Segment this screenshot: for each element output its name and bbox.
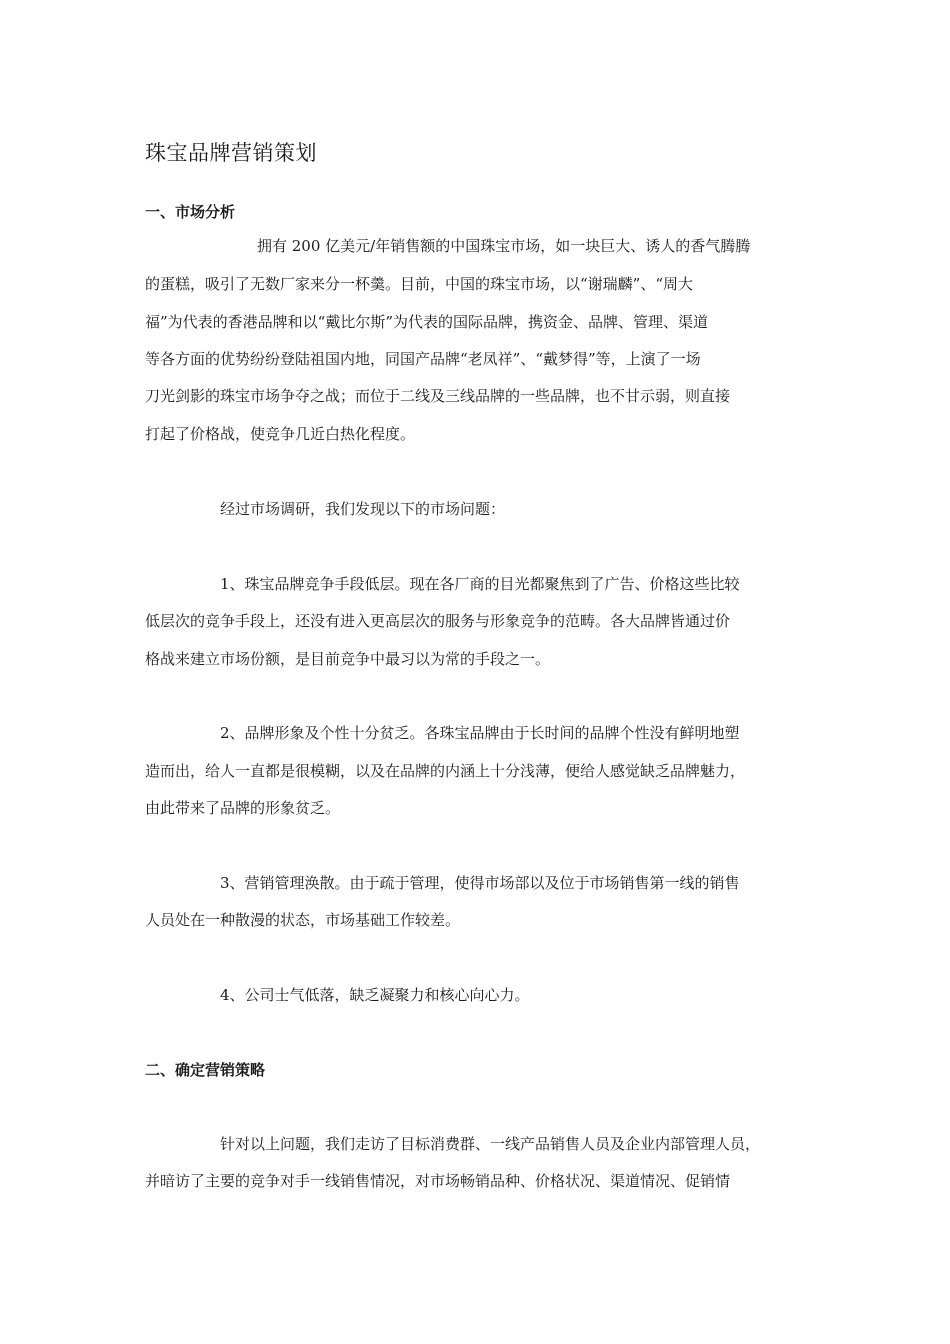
paragraph-line: 经过市场调研，我们发现以下的市场问题： xyxy=(220,500,506,518)
section-heading-market-analysis: 一、市场分析 xyxy=(145,203,236,221)
list-item-line: 人员处在一种散漫的状态，市场基础工作较差。 xyxy=(145,911,461,929)
list-item-line: 低层次的竞争手段上，还没有进入更高层次的服务与形象竞争的范畴。各大品牌皆通过价 xyxy=(145,612,731,630)
paragraph-line: 针对以上问题，我们走访了目标消费群、一线产品销售人员及企业内部管理人员， xyxy=(220,1135,761,1153)
paragraph-line: 并暗访了主要的竞争对手一线销售情况，对市场畅销品种、价格状况、渠道情况、促销情 xyxy=(145,1172,731,1190)
list-item-line: 2、品牌形象及个性十分贫乏。各珠宝品牌由于长时间的品牌个性没有鲜明地塑 xyxy=(220,724,740,742)
list-item-line: 由此带来了品牌的形象贫乏。 xyxy=(145,799,341,817)
list-item-line: 1、珠宝品牌竞争手段低层。现在各厂商的目光都聚焦到了广告、价格这些比较 xyxy=(220,575,740,593)
paragraph-line: 等各方面的优势纷纷登陆祖国内地，同国产品牌“老凤祥”、“戴梦得”等，上演了一场 xyxy=(145,350,701,368)
paragraph-line: 福”为代表的香港品牌和以“戴比尔斯”为代表的国际品牌，携资金、品牌、管理、渠道 xyxy=(145,313,709,331)
list-item-line: 3、营销管理涣散。由于疏于管理，使得市场部以及位于市场销售第一线的销售 xyxy=(220,874,740,892)
paragraph-line: 拥有 200 亿美元/年销售额的中国珠宝市场，如一块巨大、诱人的香气腾腾 xyxy=(257,237,751,255)
paragraph-line: 打起了价格战，使竞争几近白热化程度。 xyxy=(145,425,416,443)
paragraph-line: 刀光剑影的珠宝市场争夺之战；而位于二线及三线品牌的一些品牌，也不甘示弱，则直接 xyxy=(145,387,731,405)
list-item-line: 4、公司士气低落，缺乏凝聚力和核心向心力。 xyxy=(220,986,530,1004)
list-item-line: 造而出，给人一直都是很模糊，以及在品牌的内涵上十分浅薄，便给人感觉缺乏品牌魅力， xyxy=(145,762,746,780)
section-heading-marketing-strategy: 二、确定营销策略 xyxy=(145,1061,266,1079)
document-title: 珠宝品牌营销策划 xyxy=(145,141,317,165)
list-item-line: 格战来建立市场份额，是目前竞争中最习以为常的手段之一。 xyxy=(145,650,551,668)
paragraph-line: 的蛋糕，吸引了无数厂家来分一杯羹。目前，中国的珠宝市场，以“谢瑞麟”、“周大 xyxy=(145,275,694,293)
